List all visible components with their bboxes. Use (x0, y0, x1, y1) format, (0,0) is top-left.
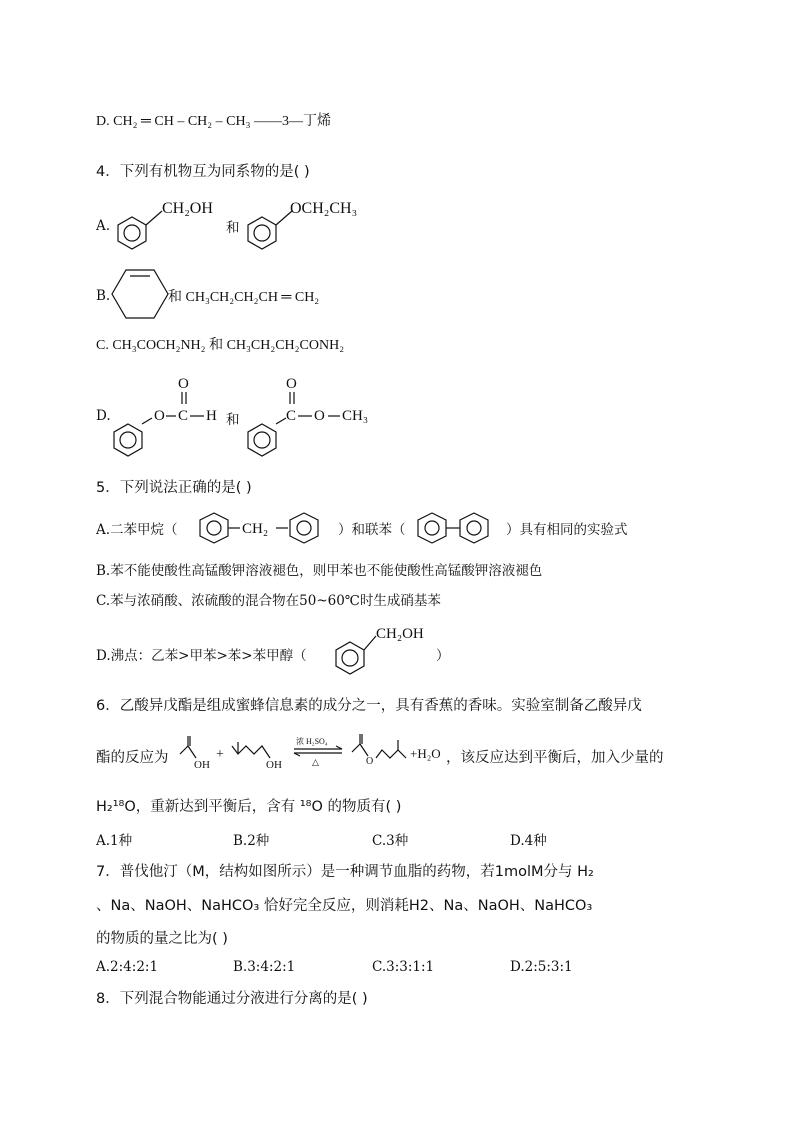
q8-stem: 8．下列混合物能通过分液进行分离的是( ) (96, 991, 368, 1007)
q4-stem: 4．下列有机物互为同系物的是( ) (96, 164, 310, 180)
q5-option-a-part2: ）和联苯（ (338, 522, 406, 538)
benzene-inner-circle (120, 432, 136, 448)
q6-stem-line2-end: ，该反应达到平衡后，加入少量的 (446, 750, 664, 766)
q5-option-d-close: ） (436, 648, 450, 664)
q5-option-b: B.苯不能使酸性高锰酸钾溶液褪色，则甲苯也不能使酸性高锰酸钾溶液褪色 (96, 563, 543, 579)
q6-catalyst: 浓 H₂SO₄ (296, 737, 328, 746)
q4-option-c-connector: 和 (209, 338, 224, 353)
q6-reaction-scheme (174, 732, 449, 782)
q4-d-right-ch3: CH₃ (342, 408, 369, 424)
q7-stem-line2: 、Na、NaOH、NaHCO₃ 恰好完全反应，则消耗H2、Na、NaOH、NaHCO₃ (96, 898, 593, 914)
q7-stem-line3: 的物质的量之比为( ) (96, 931, 228, 947)
q4-d-left-c: C (178, 408, 189, 424)
benzene-inner-circle (254, 432, 270, 448)
q5-option-d-text: D.沸点：乙苯>甲苯>苯>苯甲醇（ (96, 648, 307, 664)
q6-ester-o-label: O (366, 756, 374, 767)
benzene-inner-circle (254, 225, 270, 241)
q4-option-d-connector: 和 (226, 412, 240, 428)
q4-option-b-letter: B. (96, 288, 111, 304)
q5-option-a-part3: ）具有相同的实验式 (506, 522, 628, 538)
cyclohexene-ring (112, 270, 168, 318)
q7-option-a: A.2:4:2:1 (96, 959, 159, 975)
q6-option-c: C.3种 (372, 833, 409, 849)
q5-option-a-part1: A.二苯甲烷（ (96, 522, 178, 538)
q4-option-b-cyclohexene (110, 266, 170, 322)
q4-option-c-formula-left: CH₃COCH₂NH₂ (112, 338, 206, 353)
q3-option-d-name: ——3—丁烯 (253, 114, 331, 129)
q6-heat: △ (312, 757, 319, 767)
ester-chain (376, 750, 406, 758)
q5-ch2-label: CH₂ (242, 521, 269, 537)
q6-option-d: D.4种 (510, 833, 547, 849)
q4-option-c (96, 336, 344, 356)
q4-d-right-c: C (286, 408, 297, 424)
q6-option-b: B.2种 (233, 833, 270, 849)
benzene-ring (118, 217, 146, 249)
q5-diphenylmethane (196, 511, 336, 545)
q4-option-b-text (168, 286, 319, 306)
q6-stem-line1: 6．乙酸异戊酯是组成蜜蜂信息素的成分之一，具有香蕉的香味。实验室制备乙酸异戊 (96, 698, 642, 714)
q3-option-d-letter: D. (96, 114, 110, 129)
q4-option-a-connector: 和 (226, 220, 240, 236)
q4-d-right-o: O (314, 408, 325, 424)
q7-option-c: C.3:3:1:1 (372, 959, 435, 975)
benzene-ring (114, 424, 142, 456)
benzene-ring (248, 424, 276, 456)
q7-stem-line1: 7．普伐他汀（M，结构如图所示）是一种调节血脂的药物，若1molM分与 H₂ (96, 864, 594, 880)
q4-d-left-o: O (154, 408, 165, 424)
q4-option-d-methyl-benzoate (240, 372, 390, 462)
q4-option-b-formula: CH₃CH₂CH₂CH ═ CH₂ (185, 290, 320, 305)
q6-stem-line3: H₂¹⁸O，重新达到平衡后，含有 ¹⁸O 的物质有( ) (96, 799, 402, 815)
q7-option-b: B.3:4:2:1 (233, 959, 296, 975)
q4-a-och2ch3-label: OCH₂CH₃ (290, 200, 358, 217)
q6-oh1-label: OH (194, 759, 210, 771)
q4-option-d-phenyl-formate (112, 372, 232, 462)
q6-stem-line2-start: 酯的反应为 (96, 750, 169, 766)
q5-benzyl-alcohol (330, 622, 440, 678)
q3-option-d-formula: CH₂ ═ CH – CH₂ – CH₃ (113, 114, 251, 129)
q4-option-c-letter: C. (96, 338, 109, 353)
q4-option-a-letter: A. (96, 218, 111, 234)
q4-option-b-connector: 和 (168, 290, 182, 305)
q4-option-d-letter: D. (96, 408, 111, 424)
q4-option-a-ether (240, 195, 380, 255)
benzene-ring (248, 217, 276, 249)
benzene-inner-circle (124, 225, 140, 241)
q5-biphenyl (412, 511, 508, 545)
q6-option-a: A.1种 (96, 833, 133, 849)
q6-plus1: + (216, 747, 224, 762)
q4-d-left-h: H (206, 408, 217, 424)
q6-oh2-label: OH (266, 759, 282, 771)
q4-d-left-carbonyl-o: O (178, 376, 189, 392)
q5-stem: 5．下列说法正确的是( ) (96, 480, 252, 496)
q4-option-a-benzyl-alcohol (110, 195, 230, 255)
q4-d-right-carbonyl-o: O (286, 376, 297, 392)
q5-option-c: C.苯与浓硝酸、浓硫酸的混合物在50~60℃时生成硝基苯 (96, 593, 441, 609)
q5-d-ch2oh-label: CH₂OH (376, 626, 424, 642)
q3-option-d (96, 112, 331, 132)
q6-plus-water: +H₂O (410, 746, 441, 761)
q4-option-c-formula-right: CH₃CH₂CH₂CONH₂ (226, 338, 345, 353)
q4-a-ch2oh-label: CH₂OH (162, 200, 213, 217)
acetic-acid-bond (180, 746, 188, 754)
q7-option-d: D.2:5:3:1 (510, 959, 573, 975)
